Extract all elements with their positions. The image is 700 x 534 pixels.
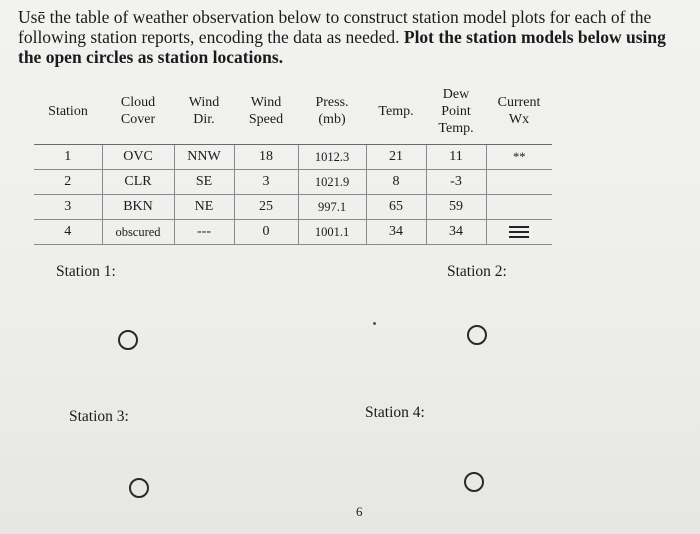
cell-wx bbox=[486, 195, 552, 220]
cell-cloud: CLR bbox=[102, 170, 174, 195]
header-dir-line1: Wind bbox=[188, 95, 220, 110]
cell-station: 2 bbox=[34, 170, 102, 195]
header-cloud-line2: Cover bbox=[120, 112, 156, 127]
cell-pressure: 1012.3 bbox=[298, 145, 366, 170]
cell-dew: 59 bbox=[426, 195, 486, 220]
header-dew-line2: Point bbox=[441, 103, 471, 119]
cell-wind-speed: 0 bbox=[234, 220, 298, 245]
header-dir-line2: Dir. bbox=[193, 112, 215, 127]
header-wx-line1: Current bbox=[497, 95, 541, 110]
cell-station: 1 bbox=[34, 145, 102, 170]
header-speed-line2: Speed bbox=[248, 112, 284, 127]
station-2-circle[interactable] bbox=[467, 325, 487, 345]
header-pressure bbox=[298, 78, 366, 145]
cell-dew: 34 bbox=[426, 220, 486, 245]
cell-temp: 8 bbox=[366, 170, 426, 195]
cell-cloud: BKN bbox=[102, 195, 174, 220]
cell-wx bbox=[486, 170, 552, 195]
station-3-circle[interactable] bbox=[129, 478, 149, 498]
cell-station: 4 bbox=[34, 220, 102, 245]
table-row bbox=[34, 170, 552, 195]
instructions-text: Usē the table of weather observation below to construct station model plots for each of the following station reports, encoding the data as needed. bbox=[18, 7, 652, 47]
header-cloud-line1: Cloud bbox=[120, 95, 156, 110]
cell-dew: 11 bbox=[426, 145, 486, 170]
station-1-circle[interactable] bbox=[118, 330, 138, 350]
cell-wind-speed: 18 bbox=[234, 145, 298, 170]
header-current-wx bbox=[486, 78, 552, 145]
header-dew-line3: Temp. bbox=[438, 120, 474, 136]
station-4-label: Station 4: bbox=[365, 404, 425, 421]
instructions bbox=[18, 7, 690, 67]
cell-station: 3 bbox=[34, 195, 102, 220]
snow-symbol-icon: ** bbox=[486, 145, 552, 170]
cell-temp: 21 bbox=[366, 145, 426, 170]
stray-dot bbox=[373, 322, 376, 325]
cell-pressure: 1001.1 bbox=[298, 220, 366, 245]
cell-wind-speed: 25 bbox=[234, 195, 298, 220]
header-wx-line2: Wx bbox=[508, 112, 530, 127]
header-dew-point bbox=[426, 78, 486, 145]
station-2-label: Station 2: bbox=[447, 263, 507, 280]
header-temp: Temp. bbox=[378, 103, 414, 119]
cell-cloud: OVC bbox=[102, 145, 174, 170]
station-3-label: Station 3: bbox=[69, 408, 129, 425]
cell-wind-dir: NE bbox=[174, 195, 234, 220]
cell-wind-speed: 3 bbox=[234, 170, 298, 195]
station-1-label: Station 1: bbox=[56, 263, 116, 280]
table-row bbox=[34, 195, 552, 220]
cell-temp: 34 bbox=[366, 220, 426, 245]
page-number: 6 bbox=[356, 504, 363, 519]
table-row bbox=[34, 145, 552, 170]
header-dew-line1: Dew bbox=[442, 86, 470, 102]
header-speed-line1: Wind bbox=[250, 95, 282, 110]
cell-pressure: 1021.9 bbox=[298, 170, 366, 195]
cell-wind-dir: --- bbox=[174, 220, 234, 245]
table-row bbox=[34, 220, 552, 245]
cell-dew: -3 bbox=[426, 170, 486, 195]
cell-wind-dir: NNW bbox=[174, 145, 234, 170]
header-wind-speed bbox=[234, 78, 298, 145]
header-station: Station bbox=[48, 103, 88, 119]
fog-symbol-icon bbox=[486, 220, 552, 245]
table-header-row bbox=[34, 78, 552, 145]
instructions-bold: Plot the station models below using the open circles as station locations. bbox=[18, 27, 666, 67]
header-wind-dir bbox=[174, 78, 234, 145]
header-cloud-cover bbox=[102, 78, 174, 145]
header-press-line2: (mb) bbox=[318, 112, 346, 127]
fog-lines bbox=[509, 223, 529, 241]
header-press-line1: Press. bbox=[315, 95, 349, 110]
cell-pressure: 997.1 bbox=[298, 195, 366, 220]
weather-observation-table bbox=[34, 78, 552, 245]
cell-wind-dir: SE bbox=[174, 170, 234, 195]
cell-cloud: obscured bbox=[102, 220, 174, 245]
cell-temp: 65 bbox=[366, 195, 426, 220]
station-4-circle[interactable] bbox=[464, 472, 484, 492]
